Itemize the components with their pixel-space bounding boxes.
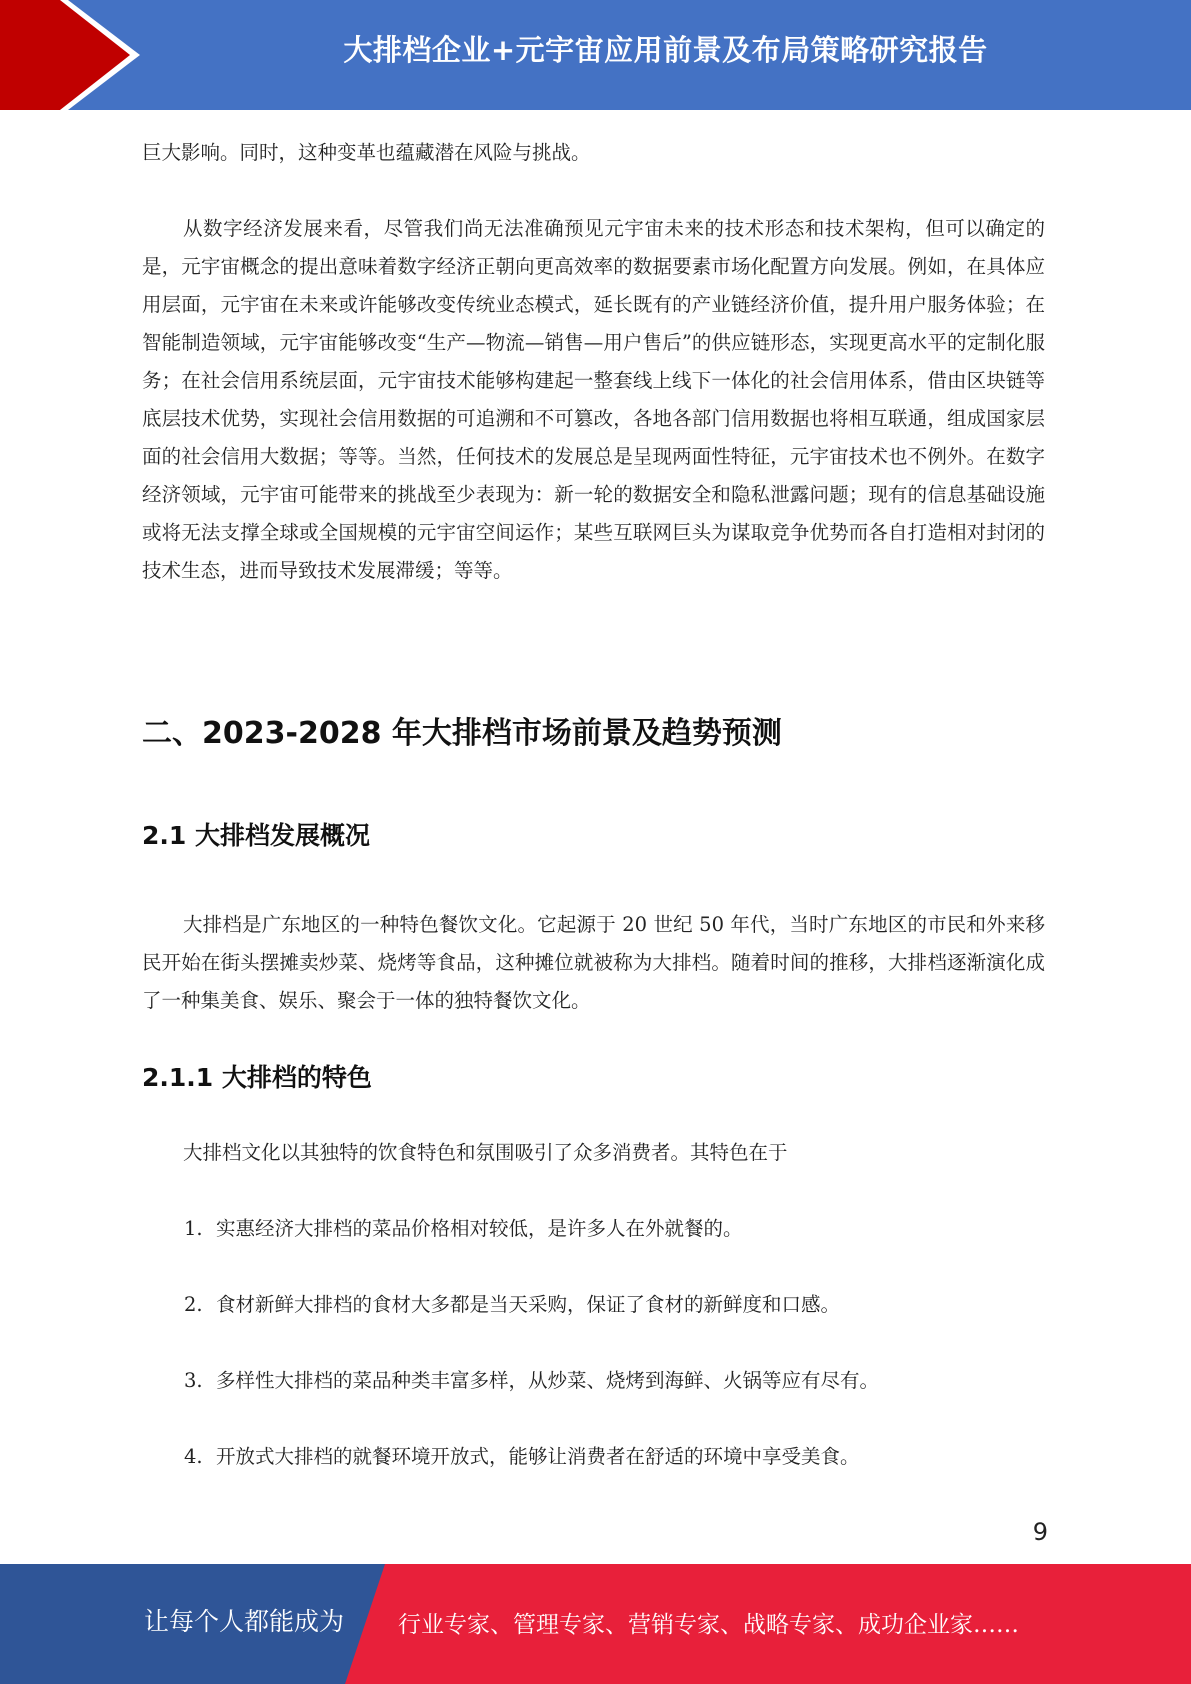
subsubsection-heading: 2.1.1 大排档的特色 [142, 1063, 372, 1092]
paragraph-overview: 大排档是广东地区的一种特色餐饮文化。它起源于 20 世纪 50 年代，当时广东地区的市民和外来移民开始在街头摆摊卖炒菜、烧烤等食品，这种摊位就被称为大排档。随着时间的推移，大排档逐渐演化成了一种集美食、娱乐、聚会于一体的独特餐饮文化。 [142, 913, 1045, 1012]
report-title: 大排档企业+元宇宙应用前景及布局策略研究报告 [343, 33, 988, 67]
list-number: 4. [184, 1445, 203, 1468]
list-number: 1. [184, 1217, 203, 1240]
list-item [184, 1210, 743, 1248]
section-heading: 二、2023-2028 年大排档市场前景及趋势预测 [142, 716, 782, 751]
footer-slogan-right: 行业专家、管理专家、营销专家、战略专家、成功企业家…… [398, 1612, 1019, 1638]
list-text: 实惠经济大排档的菜品价格相对较低，是许多人在外就餐的。 [216, 1217, 743, 1240]
page-number: 9 [1032, 1518, 1048, 1546]
page-footer [0, 1564, 1191, 1684]
paragraph-digital-economy: 从数字经济发展来看，尽管我们尚无法准确预见元宇宙未来的技术形态和技术架构，但可以确定的是，元宇宙概念的提出意味着数字经济正朝向更高效率的数据要素市场化配置方向发展。例如，在具体应用层面，元宇宙在未来或许能够改变传统业态模式，延长既有的产业链经济价值，提升用户服务体验；在智能制造领域，元宇宙能够改变“生产—物流—销售—用户售后”的供应链形态，实现更高水平的定制化服务；在社会信用系统层面，元宇宙技术能够构建起一整套线上线下一体化的社会信用体系，借由区块链等底层技术优势，实现社会信用数据的可追溯和不可篡改，各地各部门信用数据也将相互联通，组成国家层面的社会信用大数据；等等。当然，任何技术的发展总是呈现两面性特征，元宇宙技术也不例外。在数字经济领域，元宇宙可能带来的挑战至少表现为：新一轮的数据安全和隐私泄露问题；现有的信息基础设施或将无法支撑全球或全国规模的元宇宙空间运作；某些互联网巨头为谋取竞争优势而各自打造相对封闭的技术生态，进而导致技术发展滞缓；等等。 [142, 217, 1045, 582]
list-text: 食材新鲜大排档的食材大多都是当天采购，保证了食材的新鲜度和口感。 [216, 1293, 841, 1316]
list-item [184, 1438, 860, 1476]
page-header [0, 0, 1191, 110]
paragraph-features-intro: 大排档文化以其独特的饮食特色和氛围吸引了众多消费者。其特色在于 [183, 1141, 788, 1164]
list-number: 2. [184, 1293, 203, 1316]
list-item [184, 1286, 840, 1324]
paragraph-continued: 巨大影响。同时，这种变革也蕴藏潜在风险与挑战。 [142, 141, 591, 164]
list-item [184, 1362, 879, 1400]
list-text: 开放式大排档的就餐环境开放式，能够让消费者在舒适的环境中享受美食。 [216, 1445, 860, 1468]
list-number: 3. [184, 1369, 203, 1392]
subsection-heading: 2.1 大排档发展概况 [142, 821, 370, 850]
footer-slogan-left: 让每个人都能成为 [144, 1607, 345, 1636]
list-text: 多样性大排档的菜品种类丰富多样，从炒菜、烧烤到海鲜、火锅等应有尽有。 [216, 1369, 880, 1392]
header-arrow-decoration [0, 0, 160, 110]
